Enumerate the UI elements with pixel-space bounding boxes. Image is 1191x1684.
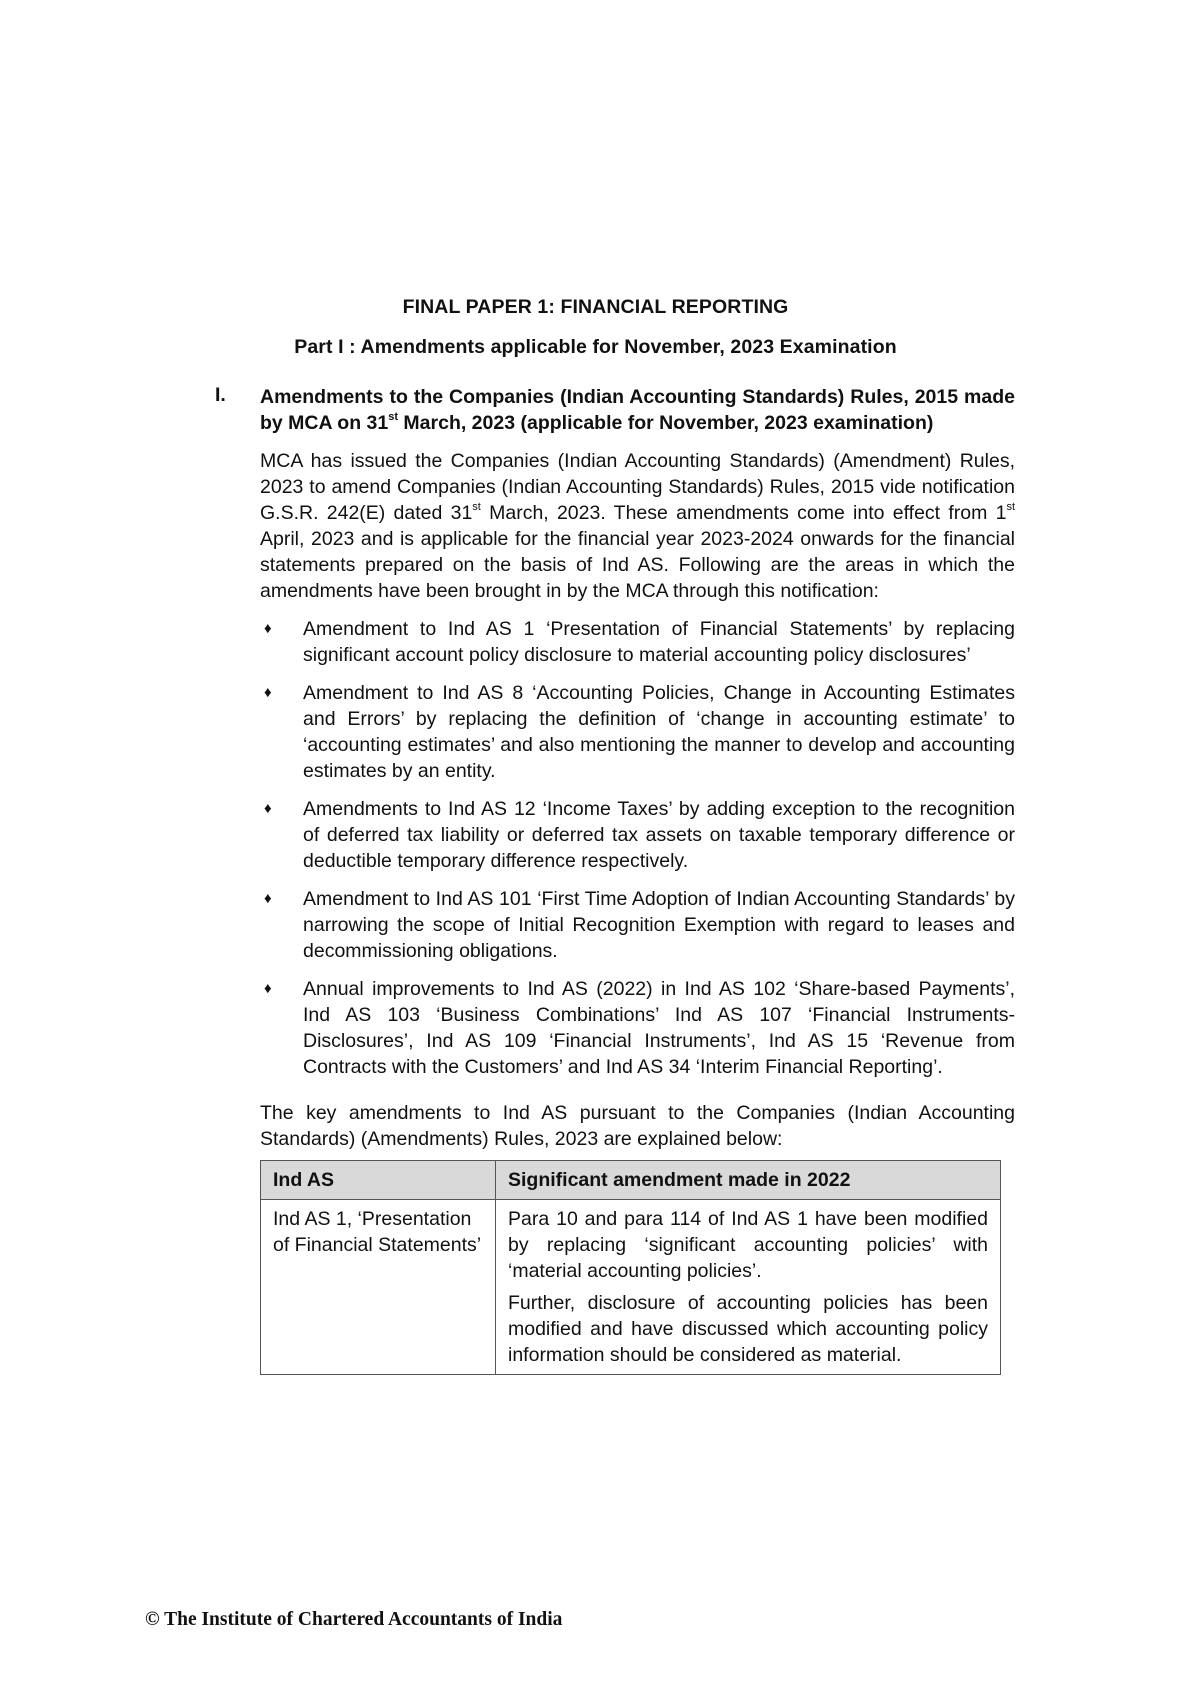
bullet-text: Amendment to Ind AS 1 ‘Presentation of Financial Statements’ by replacing significant account policy disclosure to material accounting policy disclosures’ (303, 618, 1015, 666)
bullet-text: Amendment to Ind AS 101 ‘First Time Adoption of Indian Accounting Standards’ by narrowing the scope of Initial Recognition Exemption with regard to leases and decommissioning obligations. (303, 888, 1015, 962)
intro-text-1: MCA has issued the Companies (Indian Accounting Standards) (Amendment) Rules, 2023 to amend Companies (Indian Accounting Standards) Rules, 2015 vide notification G.S.R. 242(E) dated 31 (260, 450, 1015, 524)
diamond-bullet-icon: ♦ (264, 800, 272, 817)
bullet-text: Amendment to Ind AS 8 ‘Accounting Policies, Change in Accounting Estimates and Errors’ by replacing the definition of ‘change in accounting estimate’ to ‘accounting estimates’ and also mentioning the manner to develop and accounting estimates by an entity. (303, 682, 1015, 782)
intro-text-2: March, 2023. These amendments come into effect from 1 (480, 502, 1007, 524)
column-header-ind-as: Ind AS (261, 1161, 496, 1200)
bullet-text: Annual improvements to Ind AS (2022) in Ind AS 102 ‘Share-based Payments’, Ind AS 103 ‘Business Combinations’ Ind AS 107 ‘Financial Instruments-Disclosures’, Ind AS 109 ‘Financial Instruments’, Ind AS 15 ‘Revenue from Contracts with the Customers’ and Ind AS 34 ‘Interim Financial Reporting’. (303, 978, 1015, 1078)
summary-paragraph: The key amendments to Ind AS pursuant to the Companies (Indian Accounting Standards) (Amendments) Rules, 2023 are explained below: (260, 1102, 1015, 1150)
section-heading-sup: st (388, 410, 398, 423)
page-title: FINAL PAPER 1: FINANCIAL REPORTING (402, 296, 789, 318)
amendments-table (260, 1160, 1001, 1375)
diamond-bullet-icon: ♦ (264, 890, 272, 907)
bullet-item (260, 616, 1015, 668)
footer-copyright: © The Institute of Chartered Accountants of India (145, 1609, 563, 1630)
diamond-bullet-icon: ♦ (264, 684, 272, 701)
bullet-item (260, 796, 1015, 874)
diamond-bullet-icon: ♦ (264, 980, 272, 997)
intro-text-3: April, 2023 and is applicable for the financial year 2023-2024 onwards for the financial statements prepared on the basis of Ind AS. Following are the areas in which the amendments have been brought in by the MCA through this notification: (260, 528, 1015, 602)
bullet-item (260, 886, 1015, 964)
section-number: I. (215, 384, 226, 406)
amendment-text: Further, disclosure of accounting policies has been modified and have discussed which accounting policy information should be considered as material. (508, 1292, 988, 1366)
section-heading-text-2: March, 2023 (applicable for November, 2023 examination) (398, 412, 934, 434)
table-header-row (261, 1161, 1001, 1200)
section-heading-text-1: Amendments to the Companies (Indian Accounting Standards) Rules, 2015 made by MCA on 31 (260, 386, 1015, 434)
amendment-text: Para 10 and para 114 of Ind AS 1 have been modified by replacing ‘significant accounting policies’ with ‘material accounting policies’. (508, 1208, 988, 1282)
bullet-item (260, 976, 1015, 1080)
diamond-bullet-icon: ♦ (264, 620, 272, 637)
bullet-text: Amendments to Ind AS 12 ‘Income Taxes’ by adding exception to the recognition of deferred tax liability or deferred tax assets on taxable temporary difference or deductible temporary difference respectively. (303, 798, 1015, 872)
cell-amendment (496, 1200, 1001, 1375)
intro-sup-2: st (1006, 500, 1015, 513)
column-header-amendment: Significant amendment made in 2022 (496, 1161, 1001, 1200)
cell-ind-as: Ind AS 1, ‘Presentation of Financial Statements’ (261, 1200, 496, 1375)
amendment-bullet-list (260, 616, 1015, 1092)
bullet-item (260, 680, 1015, 784)
part-title: Part I : Amendments applicable for November, 2023 Examination (294, 336, 897, 358)
section-heading (260, 384, 1015, 436)
intro-sup-1: st (472, 500, 481, 513)
intro-paragraph (260, 448, 1015, 604)
table-row (261, 1200, 1001, 1375)
